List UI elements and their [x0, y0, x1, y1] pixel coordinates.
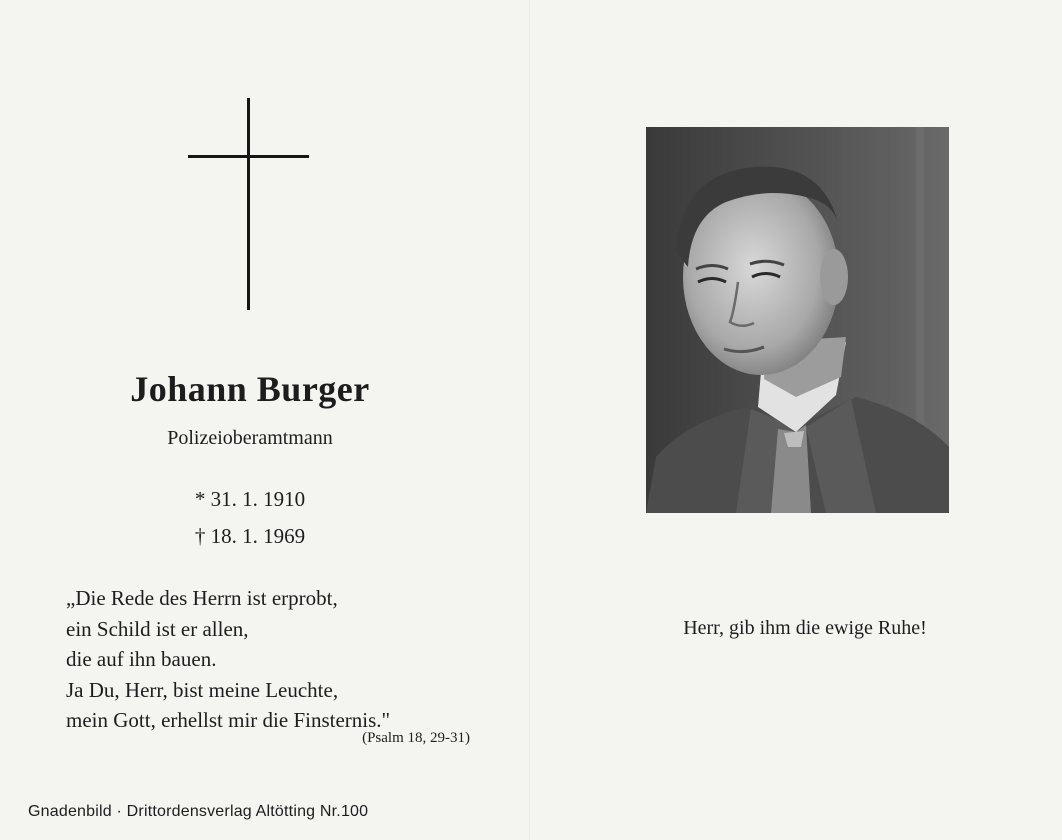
cross-horizontal-bar: [188, 155, 309, 158]
prayer-text: Herr, gib ihm die ewige Ruhe!: [683, 617, 927, 639]
birth-date: * 31. 1. 1910: [194, 487, 306, 511]
deceased-title: Polizeioberamtmann: [167, 427, 333, 449]
portrait-illustration: [646, 127, 949, 513]
portrait-photo: [646, 127, 949, 513]
verse-line: mein Gott, erhellst mir die Finsternis.": [66, 708, 391, 732]
verse-line: „Die Rede des Herrn ist erprobt,: [66, 586, 338, 610]
verse-line: Ja Du, Herr, bist meine Leuchte,: [66, 677, 339, 702]
death-date: † 18. 1. 1969: [194, 524, 306, 548]
verse-source: (Psalm 18, 29-31): [362, 730, 470, 746]
bible-verse: [66, 583, 486, 736]
verse-line: ein Schild ist er allen,: [66, 616, 249, 641]
publisher-line: Gnadenbild · Drittordensverlag Altötting Nr.100: [28, 803, 369, 820]
deceased-name: Johann Burger: [130, 369, 370, 409]
cross-vertical-bar: [247, 98, 250, 310]
card-fold-line: [529, 0, 531, 840]
verse-line: die auf ihn bauen.: [66, 647, 217, 671]
